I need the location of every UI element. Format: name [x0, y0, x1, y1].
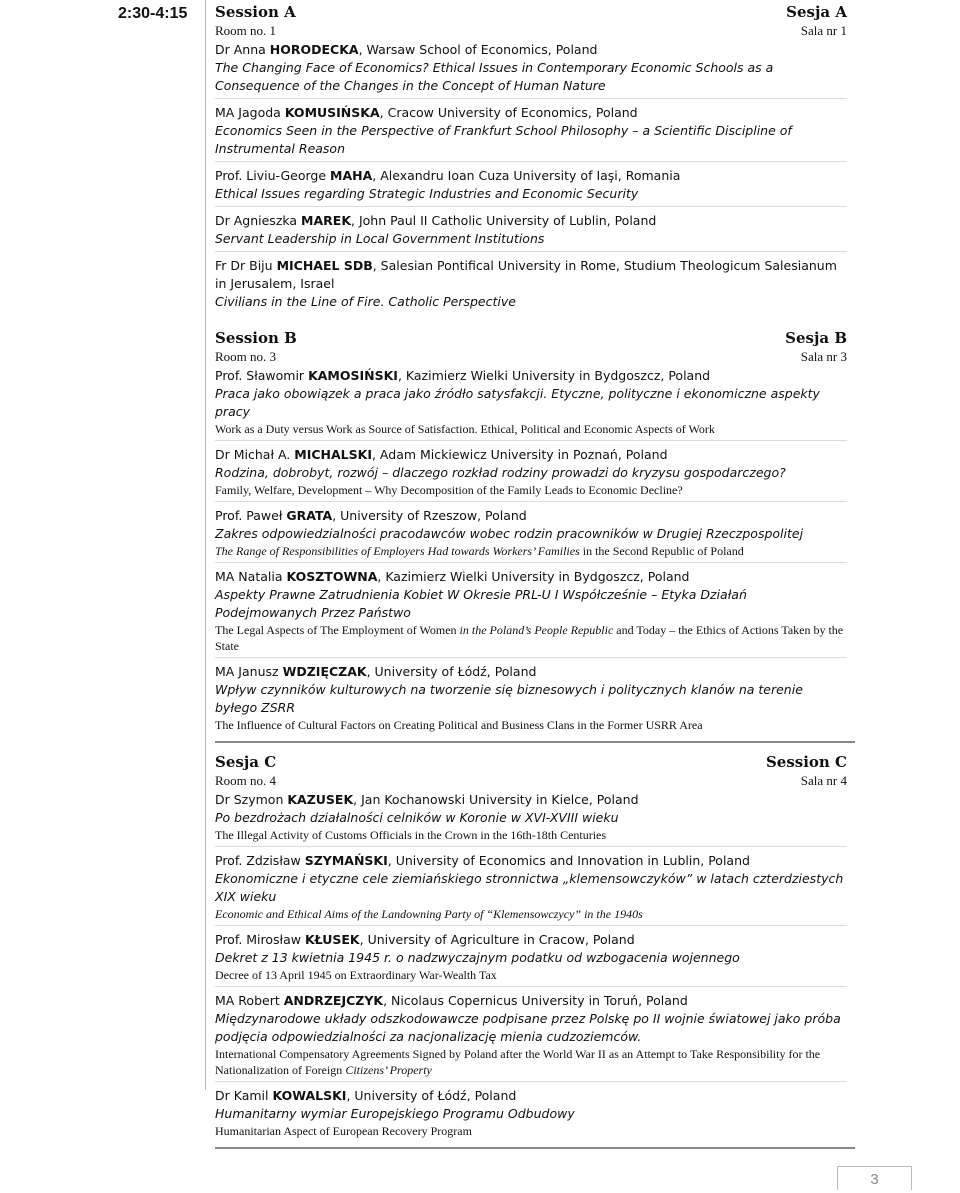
talk-translation: The Illegal Activity of Customs Officials in the Crown in the 16th-18th Centuries — [215, 828, 607, 842]
room-left: Room no. 4 — [215, 773, 277, 788]
talk-title: Economics Seen in the Perspective of Frankfurt School Philosophy – a Scientific Discipline of Instrumental Reason — [215, 123, 792, 156]
talk-title: Po bezdrożach działalności celników w Koronie w XVI-XVIII wieku — [215, 810, 619, 825]
room-right: Sala nr 3 — [800, 349, 847, 364]
session-a — [215, 3, 847, 314]
talk-title: The Changing Face of Economics? Ethical Issues in Contemporary Economic Schools as a Consequence of the Changes in the Concept of Human Nature — [215, 60, 774, 93]
session-title-left: Session B — [215, 329, 297, 347]
talk-translation: Decree of 13 April 1945 on Extraordinary War-Wealth Tax — [215, 968, 497, 982]
speaker: MA Janusz WDZIĘCZAK, University of Łódź, Poland — [215, 664, 537, 679]
speaker: Prof. Mirosław KŁUSEK, University of Agriculture in Cracow, Poland — [215, 932, 635, 947]
talk-translation: International Compensatory Agreements Signed by Poland after the World War II as an Attempt to Take Responsibility for the Nationalization of Foreign Citizens’ Property — [215, 1047, 821, 1077]
presentation — [215, 167, 847, 207]
room-left: Room no. 1 — [215, 23, 277, 38]
talk-title: Ekonomiczne i etyczne cele ziemiańskiego stronnictwa „klemensowczyków” w latach czterdziestych XIX wieku — [215, 871, 844, 904]
talk-translation: The Range of Responsibilities of Employers Had towards Workers’ Families in the Second Republic of Poland — [215, 544, 744, 558]
presentation — [215, 931, 847, 987]
speaker: Fr Dr Biju MICHAEL SDB, Salesian Pontifical University in Rome, Studium Theologicum Salesianum in Jerusalem, Israel — [215, 258, 837, 291]
presentation — [215, 212, 847, 252]
talk-translation: Family, Welfare, Development – Why Decomposition of the Family Leads to Economic Decline? — [215, 483, 683, 497]
speaker: Dr Agnieszka MAREK, John Paul II Catholic University of Lublin, Poland — [215, 213, 657, 228]
presentation — [215, 663, 847, 736]
section-rule — [215, 741, 855, 743]
session-title-right: Session C — [765, 753, 847, 771]
talk-title: Międzynarodowe układy odszkodowawcze podpisane przez Polskę po II wojnie światowej jako próba podjęcia odpowiedzialności za nacjonalizację mienia cudzoziemców. — [215, 1011, 841, 1044]
talk-translation: Work as a Duty versus Work as Source of Satisfaction. Ethical, Political and Economic Aspects of Work — [215, 422, 715, 436]
talk-title: Dekret z 13 kwietnia 1945 r. o nadzwyczajnym podatku od wzbogacenia wojennego — [215, 950, 740, 965]
talk-title: Zakres odpowiedzialności pracodawców wobec rodzin pracowników w Drugiej Rzeczpospolitej — [215, 526, 804, 541]
talk-translation: Economic and Ethical Aims of the Landowning Party of “Klemensowczycy” in the 1940s — [215, 907, 643, 921]
room-right: Sala nr 1 — [800, 23, 847, 38]
speaker: MA Natalia KOSZTOWNA, Kazimierz Wielki University in Bydgoszcz, Poland — [215, 569, 690, 584]
time-slot: 2:30-4:15 — [118, 5, 188, 22]
talk-translation: The Influence of Cultural Factors on Creating Political and Business Clans in the Former USRR Area — [215, 718, 703, 732]
presentation — [215, 791, 847, 847]
presentation — [215, 507, 847, 563]
speaker: Prof. Sławomir KAMOSIŃSKI, Kazimierz Wielki University in Bydgoszcz, Poland — [215, 368, 711, 383]
section-rule — [215, 1147, 855, 1149]
speaker: Dr Michał A. MICHALSKI, Adam Mickiewicz University in Poznań, Poland — [215, 447, 668, 462]
sessions-column — [215, 3, 847, 1149]
page-number: 3 — [837, 1166, 912, 1190]
presentation — [215, 1087, 847, 1142]
session-title-left: Sesja C — [215, 753, 277, 771]
talk-title: Humanitarny wymiar Europejskiego Programu Odbudowy — [215, 1106, 575, 1121]
session-title-left: Session A — [215, 3, 296, 21]
speaker: Dr Anna HORODECKA, Warsaw School of Economics, Poland — [215, 42, 598, 57]
session-title-right: Sesja B — [785, 329, 847, 347]
session-c — [215, 753, 847, 1142]
speaker: Dr Kamil KOWALSKI, University of Łódź, Poland — [215, 1088, 517, 1103]
talk-title: Civilians in the Line of Fire. Catholic Perspective — [215, 294, 516, 309]
presentation — [215, 104, 847, 162]
speaker: MA Robert ANDRZEJCZYK, Nicolaus Copernicus University in Toruń, Poland — [215, 993, 688, 1008]
session-title-right: Sesja A — [786, 3, 847, 21]
presentation — [215, 568, 847, 658]
speaker: Prof. Paweł GRATA, University of Rzeszow, Poland — [215, 508, 527, 523]
talk-translation: The Legal Aspects of The Employment of Women in the Poland’s People Republic and Today – the Ethics of Actions Taken by the State — [215, 623, 844, 653]
talk-translation: Humanitarian Aspect of European Recovery Program — [215, 1124, 472, 1138]
talk-title: Ethical Issues regarding Strategic Industries and Economic Security — [215, 186, 639, 201]
column-divider — [205, 0, 206, 1090]
presentation — [215, 367, 847, 441]
presentation — [215, 257, 847, 314]
speaker: Prof. Zdzisław SZYMAŃSKI, University of Economics and Innovation in Lublin, Poland — [215, 853, 750, 868]
session-header — [215, 753, 847, 772]
room-right: Sala nr 4 — [800, 773, 847, 788]
talk-title: Praca jako obowiązek a praca jako źródło satysfakcji. Etyczne, polityczne i ekonomiczne aspekty pracy — [215, 386, 820, 419]
presentation — [215, 446, 847, 502]
presentation — [215, 992, 847, 1082]
presentation — [215, 41, 847, 99]
room-left: Room no. 3 — [215, 349, 277, 364]
session-header — [215, 329, 847, 348]
speaker: MA Jagoda KOMUSIŃSKA, Cracow University of Economics, Poland — [215, 105, 638, 120]
session-header — [215, 3, 847, 22]
session-b — [215, 329, 847, 736]
talk-title: Wpływ czynników kulturowych na tworzenie się biznesowych i politycznych klanów na terenie byłego ZSRR — [215, 682, 803, 715]
talk-title: Rodzina, dobrobyt, rozwój – dlaczego rozkład rodziny prowadzi do kryzysu gospodarczego? — [215, 465, 786, 480]
presentation — [215, 852, 847, 926]
room-line — [215, 22, 847, 39]
speaker: Dr Szymon KAZUSEK, Jan Kochanowski University in Kielce, Poland — [215, 792, 639, 807]
room-line — [215, 348, 847, 365]
talk-title: Servant Leadership in Local Government Institutions — [215, 231, 545, 246]
talk-title: Aspekty Prawne Zatrudnienia Kobiet W Okresie PRL-U I Współcześnie – Etyka Działań Podejmowanych Przez Państwo — [215, 587, 747, 620]
speaker: Prof. Liviu-George MAHA, Alexandru Ioan Cuza University of Iaşi, Romania — [215, 168, 681, 183]
room-line — [215, 772, 847, 789]
